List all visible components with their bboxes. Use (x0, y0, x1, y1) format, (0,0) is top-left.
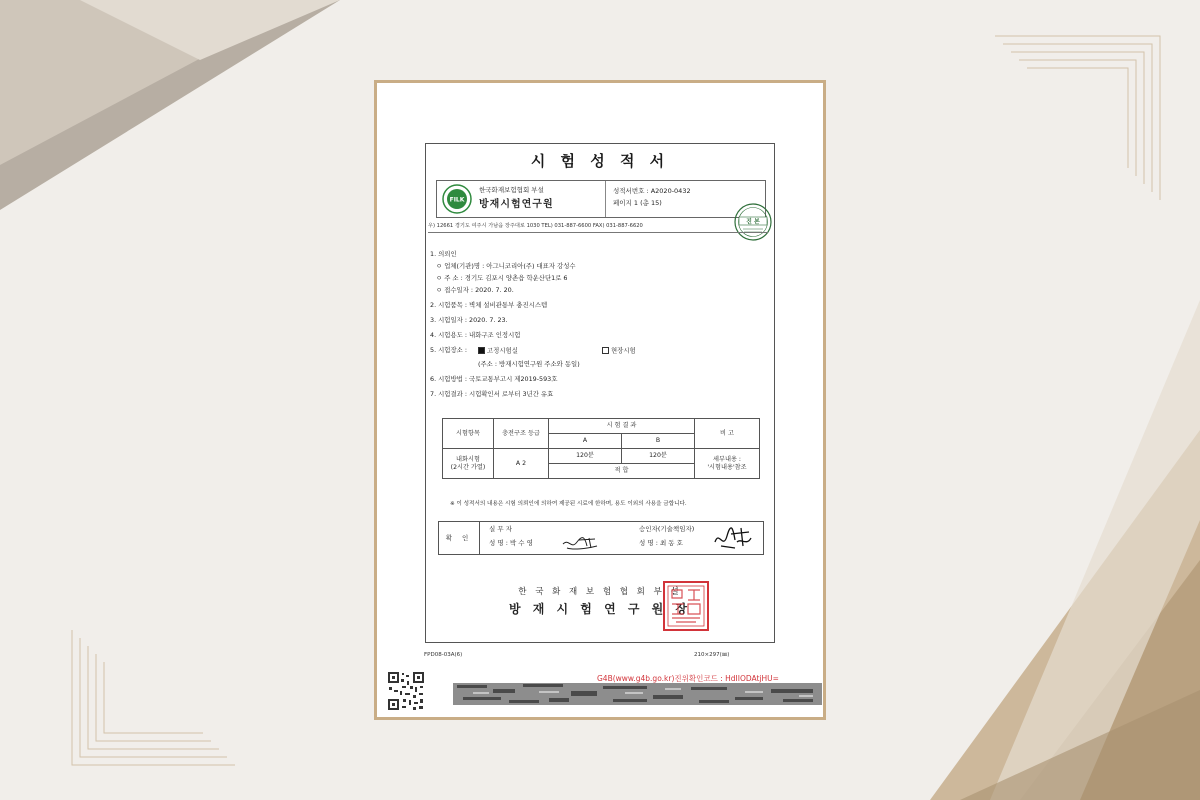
certificate-frame (374, 80, 826, 720)
checked-box-icon (478, 347, 485, 354)
header-divider (605, 181, 606, 217)
test-method: 6. 시험방법 : 국토교통부고시 제2019-593호 (430, 375, 558, 383)
org-name: 방재시험연구원 (479, 199, 554, 210)
document-title: 시 험 성 적 서 (530, 152, 670, 170)
org-address: 우) 12661 경기도 여주시 가남읍 장주대로 1030 TEL) 031-887-6600 FAX) 031-887-6620 (428, 223, 643, 229)
test-place-address: (주소 : 방재시험연구원 주소와 동일) (478, 360, 580, 368)
table-header-b: B (622, 434, 695, 449)
svg-text:진 본: 진 본 (746, 218, 760, 226)
approver-name: 성 명 : 최 동 호 (639, 539, 683, 547)
client-heading: 1. 의뢰인 (430, 250, 457, 258)
organization-header (436, 180, 766, 218)
unchecked-box-icon (602, 347, 609, 354)
client-company: ㅇ 업체(기관)명 : 아그니코리아(주) 대표자 강성수 (436, 262, 576, 270)
table-cell-grade: A 2 (494, 449, 549, 479)
test-use: 4. 시험용도 : 내화구조 인정시험 (430, 331, 521, 339)
table-header-item: 시험항목 (443, 419, 494, 449)
table-header-grade: 충전구조 등급 (494, 419, 549, 449)
approver-title: 승인자(기술책임자) (639, 525, 695, 533)
table-cell-b: 120분 (622, 449, 695, 464)
footer-director-line: 방 재 시 험 연 구 원 장 (509, 602, 691, 616)
test-item: 2. 시험품목 : 벽체 설비관통부 충진시스템 (430, 301, 548, 309)
place-field-option: 현장시험 (602, 347, 636, 355)
received-date: ㅇ 접수일자 : 2020. 7. 20. (436, 286, 514, 294)
worker-signature-icon (561, 534, 601, 552)
table-header-a: A (549, 434, 622, 449)
results-table (442, 418, 760, 479)
approver-signature-icon (711, 524, 755, 552)
usage-notice: ※ 이 성적서의 내용은 시험 의뢰인에 의하여 제공된 시료에 한하며, 용도 이외의 사용을 금합니다. (450, 501, 687, 507)
footer-org-line: 한 국 화 재 보 험 협 회 부 설 (518, 587, 682, 597)
header-rule (428, 232, 768, 233)
org-subtitle: 한국화재보험협회 부설 (479, 186, 544, 194)
place-fixed-option: 고정시험실 (478, 347, 518, 355)
paper-size: 210×297(㎜) (694, 652, 730, 658)
worker-name: 성 명 : 박 수 영 (489, 539, 533, 547)
client-address: ㅇ 주 소 : 경기도 김포시 양촌읍 학운산단1로 6 (436, 274, 568, 282)
test-result-line: 7. 시험결과 : 시험확인서 로부터 3년간 유효 (430, 390, 554, 398)
original-stamp-icon (733, 202, 773, 242)
security-barcode-icon (453, 683, 822, 705)
table-header-result: 시 험 결 과 (549, 419, 695, 434)
table-cell-note: 세부내용 : '시험내용'참조 (695, 449, 760, 479)
verification-code: G4B(www.g4b.go.kr)진위확인코드 : HdIIODAtjHU= (597, 674, 779, 683)
filk-logo-icon (442, 184, 472, 214)
test-report-document (424, 143, 775, 658)
confirmation-box (438, 521, 764, 555)
table-cell-a: 120분 (549, 449, 622, 464)
test-date: 3. 시험일자 : 2020. 7. 23. (430, 316, 508, 324)
corner-lines-bottom-left (72, 630, 235, 765)
page-number: 페이지 1 (총 15) (613, 199, 662, 207)
confirm-label: 확 인 (439, 522, 480, 554)
form-code: FPD08-03A(6) (424, 652, 463, 658)
official-seal-icon (662, 580, 710, 632)
svg-text:FILK: FILK (449, 196, 465, 204)
test-place-label: 5. 시험장소 : (430, 346, 468, 354)
table-header-note: 비 고 (695, 419, 760, 449)
worker-title: 실 무 자 (489, 525, 512, 533)
report-number: 성적서번호 : A2020-0432 (613, 187, 691, 195)
table-cell-item: 내화시험 (2시간 가열) (443, 449, 494, 479)
corner-lines-top-right (995, 36, 1160, 200)
table-cell-pass: 적 합 (549, 464, 695, 479)
qr-code-icon (387, 671, 425, 711)
